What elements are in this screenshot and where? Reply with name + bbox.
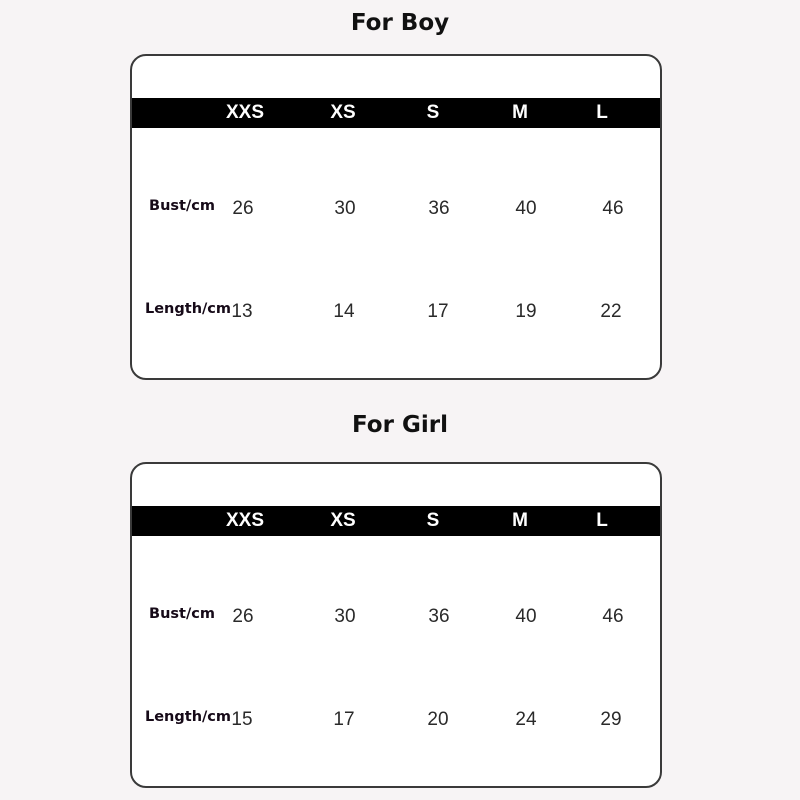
girl-bust-l: 46	[602, 606, 624, 627]
girl-length-xs: 17	[333, 709, 355, 730]
boy-bust-l: 46	[602, 198, 624, 219]
girl-length-xxs: 15	[231, 709, 253, 730]
boy-length-s: 17	[427, 301, 449, 322]
girl-header-xxs: XXS	[225, 510, 265, 531]
girl-bust-s: 36	[428, 606, 450, 627]
girl-header-m: M	[512, 510, 528, 531]
girl-size-table	[130, 462, 662, 788]
boy-bust-label: Bust/cm	[149, 198, 215, 214]
boy-length-l: 22	[600, 301, 622, 322]
boy-bust-m: 40	[515, 198, 537, 219]
boy-length-m: 19	[515, 301, 537, 322]
boy-header-xxs: XXS	[225, 102, 265, 123]
boy-length-label: Length/cm	[144, 301, 232, 317]
girl-bust-xs: 30	[334, 606, 356, 627]
girl-length-l: 29	[600, 709, 622, 730]
girl-bust-xxs: 26	[232, 606, 254, 627]
girl-bust-m: 40	[515, 606, 537, 627]
boy-header-l: L	[596, 102, 608, 123]
boy-length-xs: 14	[333, 301, 355, 322]
boy-header-s: S	[426, 102, 440, 123]
boy-section-title: For Boy	[350, 10, 450, 36]
boy-bust-xs: 30	[334, 198, 356, 219]
boy-size-table	[130, 54, 662, 380]
girl-length-m: 24	[515, 709, 537, 730]
girl-header-l: L	[596, 510, 608, 531]
boy-length-xxs: 13	[231, 301, 253, 322]
girl-header-bar	[132, 506, 660, 536]
boy-header-m: M	[512, 102, 528, 123]
girl-header-xs: XS	[330, 510, 356, 531]
boy-bust-s: 36	[428, 198, 450, 219]
boy-header-xs: XS	[330, 102, 356, 123]
girl-length-s: 20	[427, 709, 449, 730]
girl-bust-label: Bust/cm	[149, 606, 215, 622]
boy-header-bar	[132, 98, 660, 128]
girl-section-title: For Girl	[352, 412, 448, 438]
girl-header-s: S	[426, 510, 440, 531]
boy-bust-xxs: 26	[232, 198, 254, 219]
girl-length-label: Length/cm	[144, 709, 232, 725]
